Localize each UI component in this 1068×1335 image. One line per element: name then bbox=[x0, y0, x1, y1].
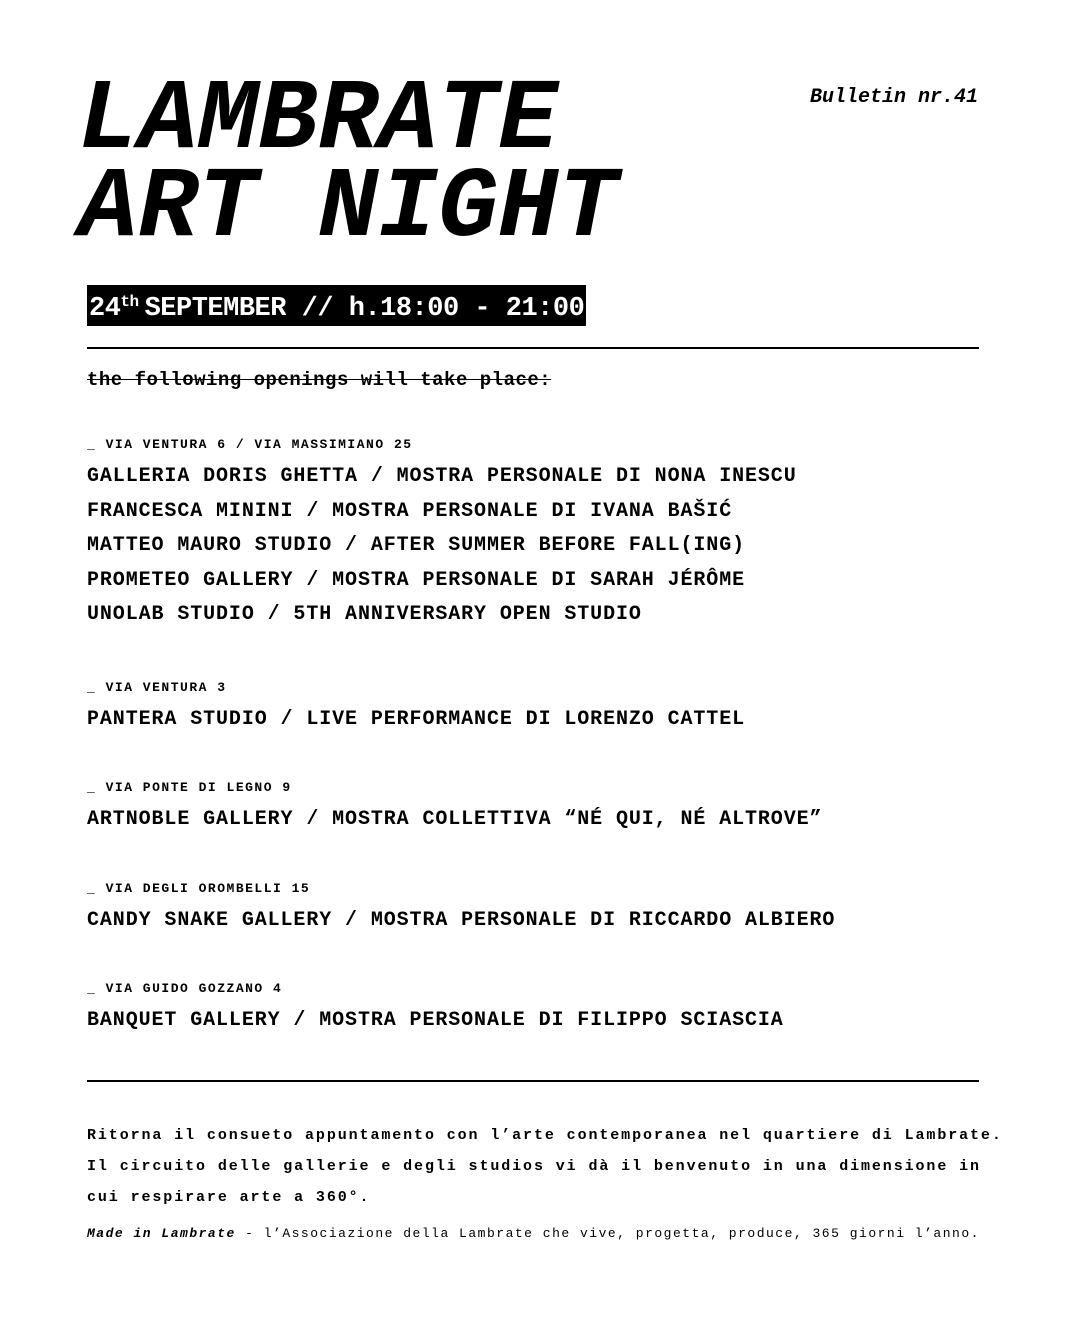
date-suffix: th bbox=[120, 293, 139, 311]
list-item: MATTEO MAURO STUDIO / AFTER SUMMER BEFORE FALL(ING) bbox=[87, 534, 745, 557]
intro-text: the following openings will take place: bbox=[87, 369, 552, 391]
venue-group bbox=[87, 980, 835, 1039]
venue-address: _ VIA GUIDO GOZZANO 4 bbox=[87, 981, 283, 996]
date-banner bbox=[87, 285, 586, 326]
list-item: PROMETEO GALLERY / MOSTRA PERSONALE DI SARAH JÉRÔME bbox=[87, 568, 745, 592]
venue-group bbox=[87, 779, 835, 838]
venue-group bbox=[87, 679, 835, 738]
venue-address: _ VIA DEGLI OROMBELLI 15 bbox=[87, 880, 311, 896]
divider-top bbox=[87, 347, 979, 349]
page-title bbox=[78, 65, 619, 266]
date-time: SEPTEMBER // h.18:00 - 21:00 bbox=[144, 294, 585, 324]
venue-address: _ VIA VENTURA 3 bbox=[87, 679, 227, 695]
venue-group bbox=[87, 880, 835, 939]
list-item: ARTNOBLE GALLERY / MOSTRA COLLETTIVA “NÉ QUI, NÉ ALTROVE” bbox=[87, 808, 823, 831]
footer-credit bbox=[87, 1226, 980, 1241]
paragraph-line: cui respirare arte a 360°. bbox=[87, 1189, 371, 1206]
list-item: PANTERA STUDIO / LIVE PERFORMANCE DI LORENZO CATTEL bbox=[87, 707, 745, 731]
list-item: UNOLAB STUDIO / 5TH ANNIVERSARY OPEN STUDIO bbox=[87, 603, 642, 626]
list-item: FRANCESCA MININI / MOSTRA PERSONALE DI IVANA BAŠIĆ bbox=[87, 499, 733, 523]
description-paragraph bbox=[87, 1120, 1003, 1213]
paragraph-line: Ritorna il consueto appuntamento con l’arte contemporanea nel quartiere di Lambrate. bbox=[87, 1127, 1003, 1144]
paragraph-line: Il circuito delle gallerie e degli studios vi dà il benvenuto in una dimensione in bbox=[87, 1158, 981, 1175]
venue-group bbox=[87, 436, 835, 633]
date-day: 24 bbox=[89, 294, 121, 324]
list-item: GALLERIA DORIS GHETTA / MOSTRA PERSONALE DI NONA INESCU bbox=[87, 465, 797, 488]
title-line-1: LAMBRATE bbox=[78, 65, 559, 178]
footer-text: - l’Associazione della Lambrate che vive, progetta, produce, 365 giorni l’anno. bbox=[235, 1226, 980, 1241]
list-item: CANDY SNAKE GALLERY / MOSTRA PERSONALE DI RICCARDO ALBIERO bbox=[87, 908, 836, 932]
list-item: BANQUET GALLERY / MOSTRA PERSONALE DI FILIPPO SCIASCIA bbox=[87, 1009, 784, 1032]
venue-address: _ VIA PONTE DI LEGNO 9 bbox=[87, 780, 292, 795]
venue-address: _ VIA VENTURA 6 / VIA MASSIMIANO 25 bbox=[87, 437, 413, 452]
footer-brand: Made in Lambrate bbox=[87, 1226, 236, 1241]
openings-list bbox=[87, 436, 835, 1081]
title-line-2: ART NIGHT bbox=[78, 153, 619, 266]
divider-bottom bbox=[87, 1080, 979, 1082]
bulletin-number: Bulletin nr.41 bbox=[809, 86, 978, 109]
